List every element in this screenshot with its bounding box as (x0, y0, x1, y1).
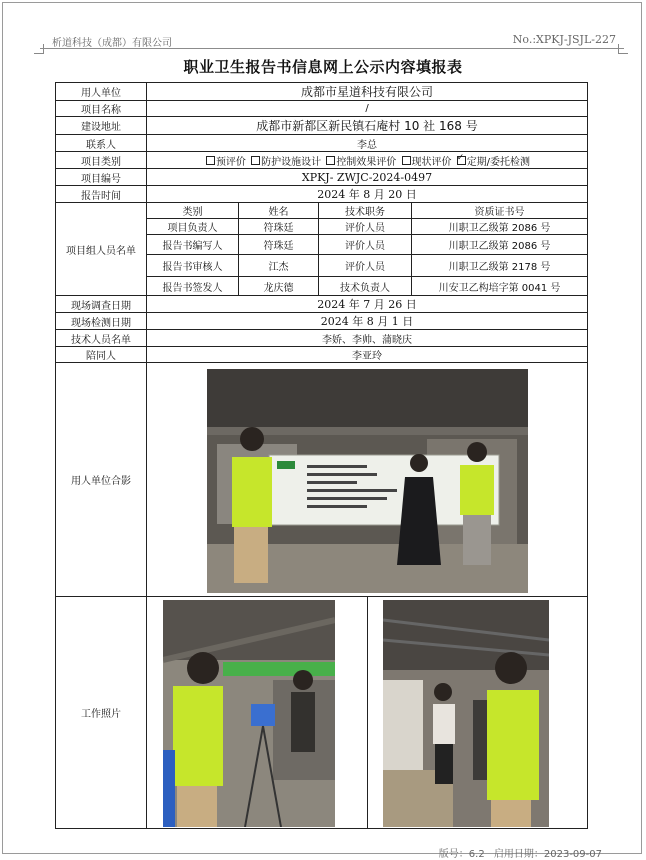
escort-label: 陪同人 (56, 347, 147, 363)
member-title: 评价人员 (319, 235, 412, 255)
team-header-row (56, 203, 588, 219)
employer-label: 用人单位 (56, 83, 147, 101)
member-role: 报告书签发人 (147, 277, 239, 296)
group-photo (207, 369, 528, 593)
group-photo-cell (147, 363, 588, 597)
project-no-value: XPKJ- ZWJC-2024-0497 (147, 169, 588, 186)
row-group-photo (56, 363, 588, 597)
address-label: 建设地址 (56, 117, 147, 135)
team-header-cert: 资质证书号 (412, 203, 588, 219)
checkbox-pre-evaluation[interactable] (206, 156, 215, 165)
project-name-value: / (147, 101, 588, 117)
option-label: 防护设施设计 (261, 156, 322, 168)
row-project-no (56, 169, 588, 186)
team-header-title: 技术职务 (319, 203, 412, 219)
report-time-value: 2024 年 8 月 20 日 (147, 186, 588, 203)
contact-value: 李总 (147, 135, 588, 152)
work-photos-label: 工作照片 (56, 597, 147, 829)
member-cert: 川职卫乙级第 2086 号 (412, 219, 588, 235)
checkbox-periodic-testing[interactable] (457, 156, 466, 165)
member-name: 符珠廷 (239, 219, 319, 235)
row-technicians (56, 330, 588, 347)
work-photos-cell (147, 597, 588, 829)
team-header-name: 姓名 (239, 203, 319, 219)
address-value: 成都市新都区新民镇石庵村 10 社 168 号 (147, 117, 588, 135)
corner-mark-right (618, 44, 628, 54)
header-company: 析道科技（成都）有限公司 (52, 38, 172, 49)
document-title: 职业卫生报告书信息网上公示内容填报表 (183, 58, 463, 76)
footer-date: 启用日期：2023-09-07 (493, 849, 602, 860)
technicians-value: 李娇、李帅、蒲晓庆 (147, 330, 588, 347)
member-cert: 川安卫乙构培字第 0041 号 (412, 277, 588, 296)
group-photo-label: 用人单位合影 (56, 363, 147, 597)
work-photo-left (163, 600, 335, 827)
option-label: 定期/委托检测 (466, 156, 531, 168)
member-title: 技术负责人 (319, 277, 412, 296)
member-cert: 川职卫乙级第 2086 号 (412, 235, 588, 255)
header-rule (40, 48, 624, 49)
row-category (56, 152, 588, 169)
team-label: 项目组人员名单 (56, 203, 147, 296)
member-name: 符珠廷 (239, 235, 319, 255)
technicians-label: 技术人员名单 (56, 330, 147, 347)
row-survey-date (56, 296, 588, 313)
checkbox-protection-design[interactable] (251, 156, 260, 165)
test-date-label: 现场检测日期 (56, 313, 147, 330)
member-role: 报告书编写人 (147, 235, 239, 255)
row-escort (56, 347, 588, 363)
form-table (55, 82, 588, 829)
test-date-value: 2024 年 8 月 1 日 (147, 313, 588, 330)
checkbox-control-effect[interactable] (326, 156, 335, 165)
team-header-role: 类别 (147, 203, 239, 219)
footer-version: 版号：6.2 (438, 849, 485, 860)
row-test-date (56, 313, 588, 330)
header-doc-no: No.:XPKJ-JSJL-227 (512, 33, 616, 46)
project-name-label: 项目名称 (56, 101, 147, 117)
checkbox-status-evaluation[interactable] (402, 156, 411, 165)
row-work-photos (56, 597, 588, 829)
row-address (56, 117, 588, 135)
member-cert: 川职卫乙级第 2178 号 (412, 255, 588, 277)
member-title: 评价人员 (319, 255, 412, 277)
row-contact (56, 135, 588, 152)
option-label: 控制效果评价 (336, 156, 397, 168)
corner-mark-left (34, 44, 44, 54)
member-role: 报告书审核人 (147, 255, 239, 277)
row-employer (56, 83, 588, 101)
contact-label: 联系人 (56, 135, 147, 152)
member-title: 评价人员 (319, 219, 412, 235)
project-no-label: 项目编号 (56, 169, 147, 186)
member-role: 项目负责人 (147, 219, 239, 235)
survey-date-value: 2024 年 7 月 26 日 (147, 296, 588, 313)
employer-value: 成都市星道科技有限公司 (147, 83, 588, 101)
photo-divider (367, 597, 368, 829)
row-project-name (56, 101, 588, 117)
survey-date-label: 现场调查日期 (56, 296, 147, 313)
row-report-time (56, 186, 588, 203)
category-options (147, 152, 588, 169)
option-label: 现状评价 (411, 156, 452, 168)
report-time-label: 报告时间 (56, 186, 147, 203)
member-name: 龙庆德 (239, 277, 319, 296)
work-photo-right (383, 600, 549, 827)
option-label: 预评价 (215, 156, 246, 168)
escort-value: 李亚玲 (147, 347, 588, 363)
member-name: 江杰 (239, 255, 319, 277)
category-label: 项目类别 (56, 152, 147, 169)
